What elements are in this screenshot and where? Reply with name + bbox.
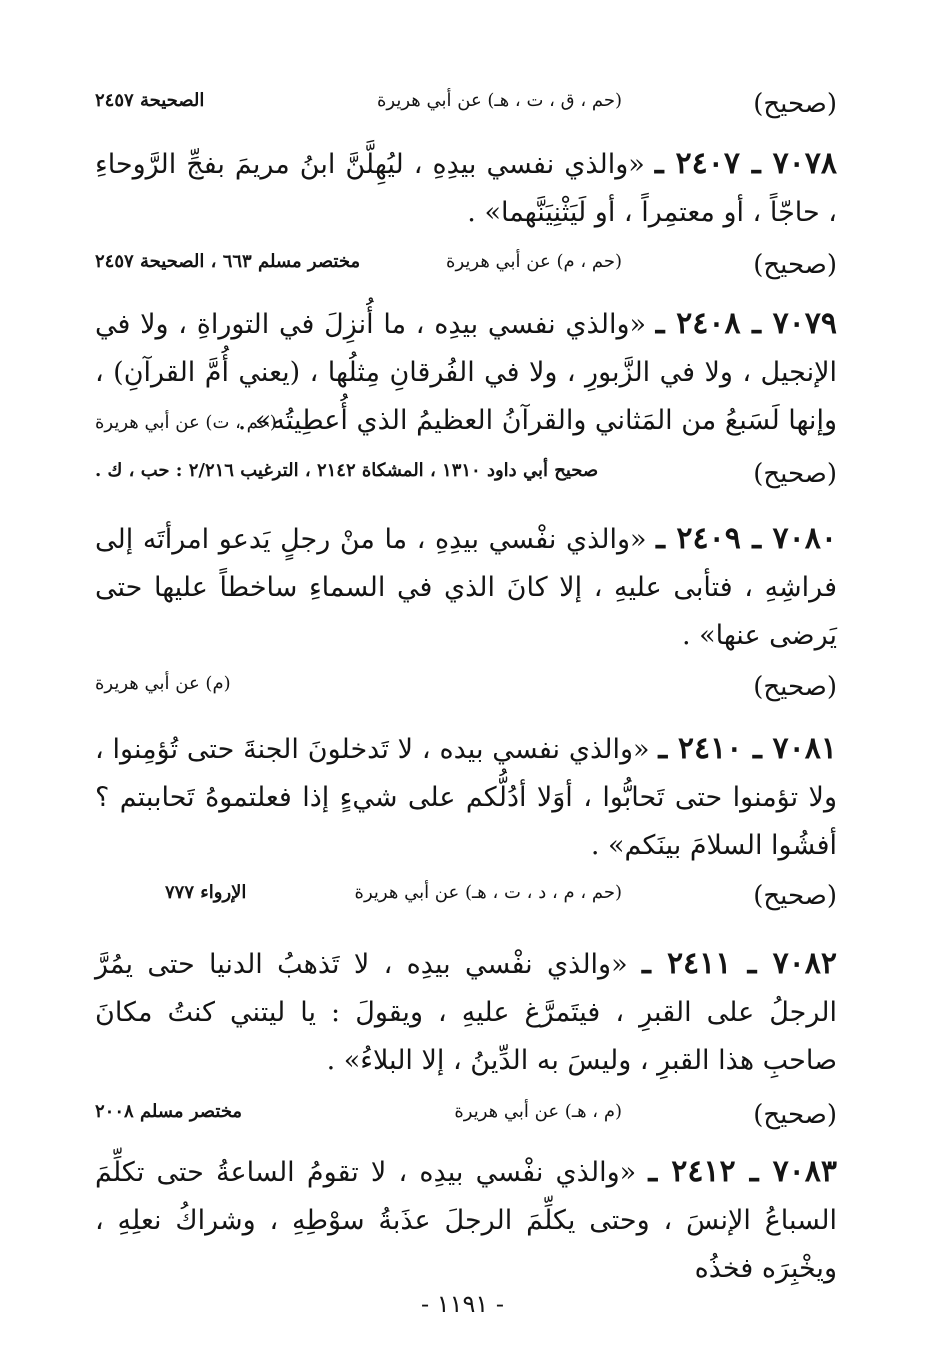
hadith-number: ٧٠٧٨ ـ ٢٤٠٧ ـ [654, 146, 838, 181]
grade-label: (صحيح) [753, 250, 837, 280]
hadith-text: «والذي نفسي بيدِهِ ، ليُهِلَّنَّ ابنُ مريمَ بفجِّ الرَّوحاءِ ، حاجّاً ، أو معتمِراً ، أو لَيَثْنِيَنَّهما» . [95, 149, 837, 228]
hadith-entry [95, 725, 837, 870]
source-label: (حم ، ت) عن أبي هريرة [95, 412, 277, 433]
reference-line [95, 412, 837, 494]
page-number: - ١١٩١ - [420, 1290, 505, 1318]
cross-reference: مختصر مسلم ٦٦٣ ، الصحيحة ٢٤٥٧ [95, 251, 361, 272]
reference-line [95, 876, 837, 916]
reference-line [95, 84, 837, 124]
grade-label: (صحيح) [753, 1100, 837, 1130]
hadith-number: ٧٠٨٣ ـ ٢٤١٢ ـ [648, 1154, 838, 1189]
cross-reference: الإرواء ٧٧٧ [165, 882, 247, 903]
hadith-text: «والذي نفسي بيدِه ، ما أُنزِلَ في التوراةِ ، ولا في الإنجيل ، ولا في الزَّبورِ ، ولا في الفُرقانِ مِثلُها ، (يعني أُمَّ القرآنِ) ، وإنها لَسَبعُ من المَثاني والقرآنُ العظيمُ الذي أُعطِيتُه» . [95, 309, 837, 436]
reference-line [95, 667, 837, 707]
hadith-text: «والذي نفْسي بيدِه ، لا تقومُ الساعةُ حتى تكلِّمَ السباعُ الإنسَ ، وحتى يكلِّمَ الرجلَ عذَبةُ سوْطِهِ ، وشراكُ نعلِهِ ، ويخْبِرَه فخذُه [95, 1157, 837, 1284]
hadith-text: «والذي نفْسي بيدِهِ ، ما منْ رجلٍ يَدعو امرأتَه إلى فراشِهِ ، فتأبى عليهِ ، إلا كانَ الذي في السماءِ ساخطاً عليها حتى يَرضى عنها» . [95, 524, 837, 651]
source-label: (حم ، ق ، ت ، هـ) عن أبي هريرة [376, 90, 622, 111]
cross-reference: الصحيحة ٢٤٥٧ [95, 90, 205, 111]
hadith-entry [95, 940, 837, 1085]
grade-label: (صحيح) [753, 89, 837, 119]
hadith-entry [95, 1148, 837, 1293]
hadith-number: ٧٠٨٢ ـ ٢٤١١ ـ [641, 946, 838, 981]
reference-line [95, 245, 837, 285]
hadith-entry [95, 140, 837, 237]
source-label: (حم ، م ، د ، ت ، هـ) عن أبي هريرة [354, 882, 622, 903]
cross-reference: صحيح أبي داود ١٣١٠ ، المشكاة ٢١٤٢ ، الترغيب ٢/٢١٦ : حب ، ك . [95, 460, 599, 481]
grade-label: (صحيح) [753, 672, 837, 702]
source-label: (م ، هـ) عن أبي هريرة [454, 1101, 622, 1122]
cross-reference: مختصر مسلم ٢٠٠٨ [95, 1101, 243, 1122]
hadith-number: ٧٠٨٠ ـ ٢٤٠٩ ـ [656, 521, 837, 556]
hadith-text: «والذي نفسي بيده ، لا تَدخلونَ الجنةَ حتى تُؤمِنوا ، ولا تؤمنوا حتى تَحابُّوا ، أوَلا أدُلُّكم على شيءٍ إذا فعلتموهُ تَحاببتم ؟ أفشُوا السلامَ بينَكم» . [95, 734, 837, 861]
grade-label: (صحيح) [753, 459, 837, 489]
source-label: (م) عن أبي هريرة [95, 673, 231, 694]
hadith-text: «والذي نفْسي بيدِه ، لا تَذهبُ الدنيا حتى يمُرَّ الرجلُ على القبرِ ، فيتَمرَّغ عليهِ ، ويقولَ : يا ليتني كنتُ مكانَ صاحبِ هذا القبرِ ، وليسَ به الدِّينُ ، إلا البلاءُ» . [95, 949, 837, 1076]
grade-label: (صحيح) [753, 881, 837, 911]
hadith-entry [95, 515, 837, 660]
hadith-number: ٧٠٨١ ـ ٢٤١٠ ـ [658, 731, 837, 766]
source-label: (حم ، م) عن أبي هريرة [446, 251, 622, 272]
hadith-number: ٧٠٧٩ ـ ٢٤٠٨ ـ [655, 306, 838, 341]
reference-line [95, 1095, 837, 1135]
